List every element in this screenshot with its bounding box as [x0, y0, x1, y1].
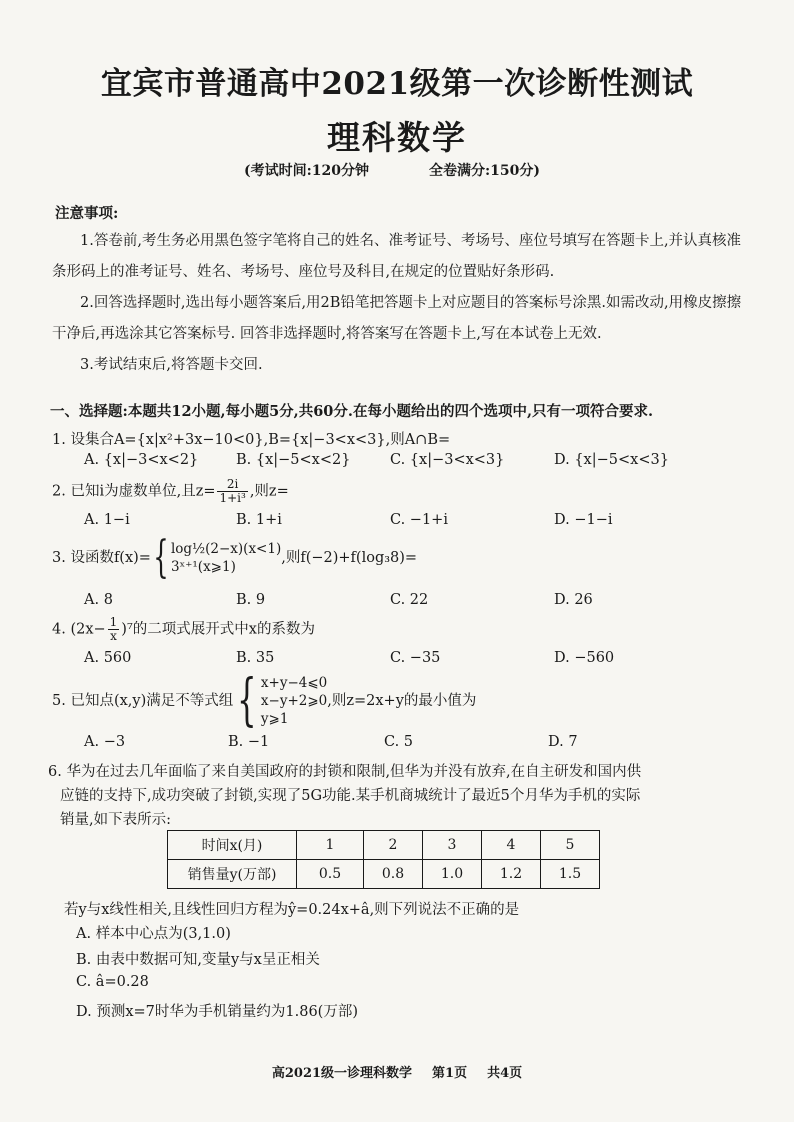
question-4-fraction — [108, 616, 120, 643]
question-3-cases — [171, 540, 281, 576]
option-b: B. 1+i — [236, 512, 282, 528]
case-2: 3ˣ⁺¹(x⩾1) — [170, 559, 236, 575]
option-b: B. 9 — [236, 592, 266, 608]
option-c: C. {x|−3<x<3} — [390, 452, 505, 468]
option-d: D. 预测x=7时华为手机销量约为1.86(万部) — [76, 1004, 358, 1020]
table-row — [168, 831, 600, 860]
question-2-stem — [52, 478, 289, 505]
question-4-pre: 4. (2x− — [52, 621, 106, 638]
question-5-pre: 5. 已知点(x,y)满足不等式组 — [52, 693, 234, 709]
option-b: B. −1 — [228, 734, 270, 750]
table-cell: 2 — [364, 831, 423, 860]
table-cell: 1.0 — [423, 860, 482, 889]
constraint-2: x−y+2⩾0 — [260, 693, 328, 709]
notice-list — [52, 226, 752, 381]
footer-page: 第1页 — [432, 1066, 468, 1081]
fraction-denominator: x — [110, 629, 117, 643]
constraint-3: y⩾1 — [260, 711, 289, 727]
footer-label: 高2021级一诊理科数学 — [271, 1066, 413, 1081]
fraction-denominator: 1+i³ — [219, 491, 246, 505]
exam-info — [244, 160, 540, 180]
question-5-post: ,则z=2x+y的最小值为 — [327, 693, 477, 709]
option-c: C. −1+i — [390, 512, 448, 528]
fraction-numerator: 2i — [217, 478, 247, 492]
table-row — [168, 860, 600, 889]
option-c: C. −35 — [390, 650, 441, 666]
option-b: B. 35 — [236, 650, 275, 666]
constraint-1: x+y−4⩽0 — [260, 675, 328, 691]
brace-glyph: { — [153, 532, 169, 583]
fraction-numerator: 1 — [109, 615, 118, 629]
option-a: A. 1−i — [84, 512, 130, 528]
question-5-cases — [261, 674, 327, 728]
notice-item: 2.回答选择题时,选出每小题答案后,用2B铅笔把答题卡上对应题目的答案标号涂黑.如需改动,用橡皮擦擦干净后,再选涂其它答案标号. 回答非选择题时,将答案写在答题卡上,写在本试卷上无效. — [52, 295, 742, 342]
question-2-fraction — [217, 478, 247, 505]
notice-heading: 注意事项: — [55, 205, 119, 222]
sales-table — [167, 830, 600, 889]
brace-glyph: { — [237, 668, 257, 733]
table-cell: 1.2 — [482, 860, 541, 889]
question-2-post: ,则z= — [249, 483, 289, 500]
table-cell: 5 — [541, 831, 600, 860]
table-cell: 3 — [423, 831, 482, 860]
question-6-line-1: 6. 华为在过去几年面临了来自美国政府的封锁和限制,但华为并没有放弃,在自主研发和国内供 — [48, 764, 642, 780]
notice-item: 1.答卷前,考生务必用黑色签字笔将自己的姓名、准考证号、考场号、座位号填写在答题卡上,并认真核准条形码上的准考证号、姓名、考场号、座位号及科目,在规定的位置贴好条形码. — [52, 233, 742, 280]
question-3-pre: 3. 设函数f(x)= — [52, 550, 151, 566]
exam-score: 全卷满分:150分) — [429, 163, 541, 179]
table-cell: 1 — [297, 831, 364, 860]
question-6-line-2: 应链的支持下,成功突破了封锁,实现了5G功能.某手机商城统计了最近5个月华为手机的实际 — [60, 788, 641, 804]
table-cell: 0.5 — [297, 860, 364, 889]
exam-title: 宜宾市普通高中2021级第一次诊断性测试 — [100, 66, 694, 102]
question-4-post: )⁷的二项式展开式中x的系数为 — [121, 621, 315, 638]
option-b: B. 由表中数据可知,变量y与x呈正相关 — [76, 952, 320, 968]
table-cell: 0.8 — [364, 860, 423, 889]
exam-subject: 理科数学 — [327, 118, 467, 157]
question-3-post: ,则f(−2)+f(log₃8)= — [281, 550, 418, 566]
option-d: D. 26 — [554, 592, 593, 608]
table-cell: 4 — [482, 831, 541, 860]
question-3-stem — [52, 532, 418, 583]
footer-total: 共4页 — [487, 1066, 523, 1081]
option-a: A. 8 — [84, 592, 113, 608]
option-c: C. â=0.28 — [76, 974, 149, 990]
question-6-line-3: 销量,如下表所示: — [60, 812, 171, 828]
option-d: D. 7 — [548, 734, 578, 750]
option-a: A. 560 — [84, 650, 132, 666]
table-header-cell: 时间x(月) — [168, 831, 297, 860]
option-a: A. {x|−3<x<2} — [84, 452, 199, 468]
case-1: log½(2−x)(x<1) — [170, 541, 282, 557]
exam-time: (考试时间:120分钟 — [244, 163, 370, 179]
question-4-stem — [52, 616, 315, 643]
option-c: C. 5 — [384, 734, 414, 750]
section-heading: 一、选择题:本题共12小题,每小题5分,共60分.在每小题给出的四个选项中,只有一项符合要求. — [50, 403, 654, 420]
option-c: C. 22 — [390, 592, 429, 608]
option-b: B. {x|−5<x<2} — [236, 452, 351, 468]
page-footer — [0, 1062, 794, 1081]
table-header-cell: 销售量y(万部) — [168, 860, 297, 889]
question-5-stem — [52, 668, 477, 733]
table-cell: 1.5 — [541, 860, 600, 889]
question-6-condition: 若y与x线性相关,且线性回归方程为ŷ=0.24x+â,则下列说法不正确的是 — [64, 902, 520, 918]
notice-item: 3.考试结束后,将答题卡交回. — [80, 357, 263, 373]
question-2-pre: 2. 已知i为虚数单位,且z= — [52, 483, 216, 500]
option-d: D. −1−i — [554, 512, 613, 528]
option-a: A. −3 — [84, 734, 126, 750]
question-1-stem: 1. 设集合A={x|x²+3x−10<0},B={x|−3<x<3},则A∩B= — [52, 432, 451, 448]
option-d: D. −560 — [554, 650, 615, 666]
option-a: A. 样本中心点为(3,1.0) — [76, 926, 231, 942]
option-d: D. {x|−5<x<3} — [554, 452, 669, 468]
